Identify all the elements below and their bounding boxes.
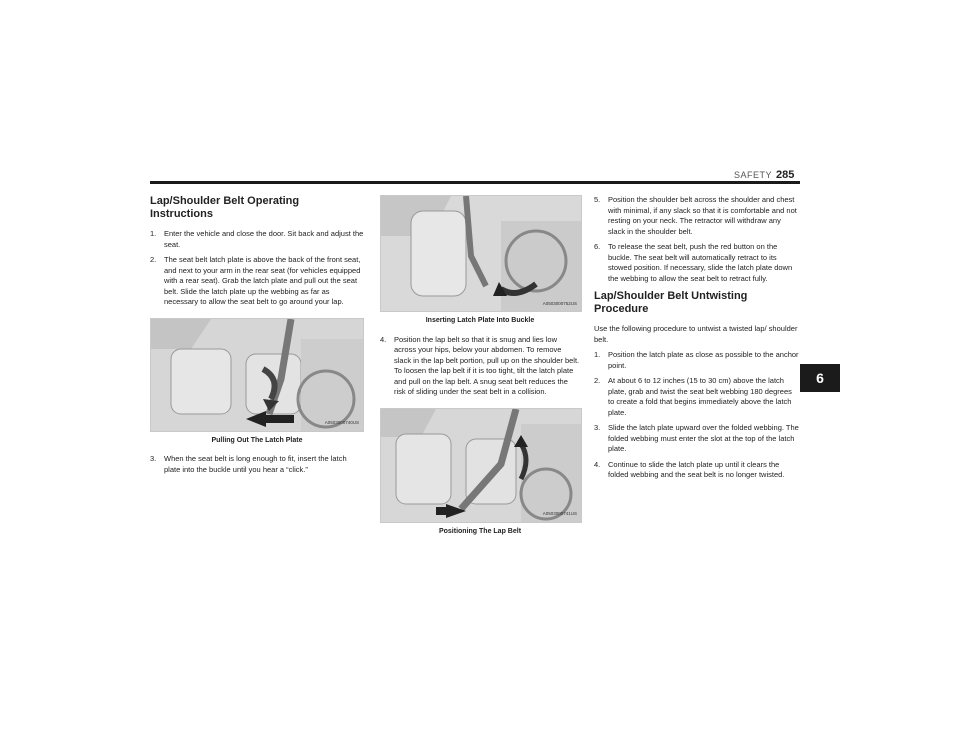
header-rule (150, 181, 800, 184)
running-header-section: SAFETY (734, 170, 773, 180)
step-item: 2. At about 6 to 12 inches (15 to 30 cm) above the latch plate, grab and twist the seat belt webbing 180 degrees to create a fold that begins immediately above the latch plate. (594, 376, 792, 417)
steps-list (150, 229, 364, 308)
column-left (150, 195, 364, 480)
column-right (594, 195, 800, 486)
column-middle (380, 195, 580, 545)
step-item: 1. Position the latch plate as close as possible to the anchor point. (594, 350, 799, 370)
step-item: 1. Enter the vehicle and close the door. Sit back and adjust the seat. (150, 229, 364, 249)
seat-belt-illustration (151, 319, 363, 431)
intro-paragraph: Use the following procedure to untwist a twisted lap/ shoulder belt. (594, 324, 798, 344)
step-item: 5. Position the shoulder belt across the shoulder and chest with minimal, if any slack so that it is comfortable and not resting on your neck. The retractor will withdraw any slack in the shoulder belt. (594, 195, 797, 236)
figure-code: A0503000752US (542, 300, 577, 306)
step-item: 2. The seat belt latch plate is above the back of the front seat, and next to your arm in the rear seat (for vehicles equipped with a rear seat). Grab the latch plate and pull out the seat belt. Slide the latch plate up the webbing as far as necessary to allow the seat belt to go around your lap. (150, 255, 361, 306)
steps-list (380, 335, 580, 398)
chapter-tab: 6 (800, 364, 840, 392)
figure-code: A0503000740US (324, 420, 359, 425)
figure-pulling-latch-plate (150, 318, 364, 432)
step-item: 3. Slide the latch plate upward over the folded webbing. The folded webbing must enter the slot at the top of the latch plate. (594, 423, 799, 453)
lap-belt-illustration (381, 409, 581, 522)
step-item: 4. Position the lap belt so that it is snug and lies low across your hips, below your abdomen. To remove slack in the lap belt portion, pull up on the shoulder belt. To loosen the lap belt if it is too tight, tilt the latch plate and pull on the lap belt. A snug seat belt reduces the risk of sliding under the seat belt in a collision. (380, 334, 580, 396)
steps-list (150, 454, 364, 475)
figure-caption: Positioning The Lap Belt (438, 527, 522, 535)
figure-inserting-latch-plate (380, 195, 582, 312)
section-heading-untwisting: Lap/Shoulder Belt Untwisting Procedure (594, 290, 748, 315)
step-item: 3. When the seat belt is long enough to fit, insert the latch plate into the buckle until you hear a “click.” (150, 454, 347, 474)
figure-code: A0503000741US (542, 511, 577, 516)
steps-list (594, 195, 800, 284)
section-heading-operating: Lap/Shoulder Belt Operating Instructions (150, 195, 300, 220)
figure-caption: Pulling Out The Latch Plate (211, 436, 303, 444)
steps-list (594, 350, 800, 481)
buckle-illustration (381, 196, 581, 311)
step-item: 6. To release the seat belt, push the red button on the buckle. The seat belt will automatically retract to its stowed position. If necessary, slide the latch plate down the webbing to allow the seat belt to retract fully. (594, 242, 793, 283)
figure-positioning-lap-belt (380, 408, 582, 523)
step-item: 4. Continue to slide the latch plate up until it clears the folded webbing and the seat belt is no longer twisted. (594, 459, 785, 479)
page-number: 285 (776, 169, 795, 181)
figure-caption: Inserting Latch Plate Into Buckle (425, 317, 535, 324)
